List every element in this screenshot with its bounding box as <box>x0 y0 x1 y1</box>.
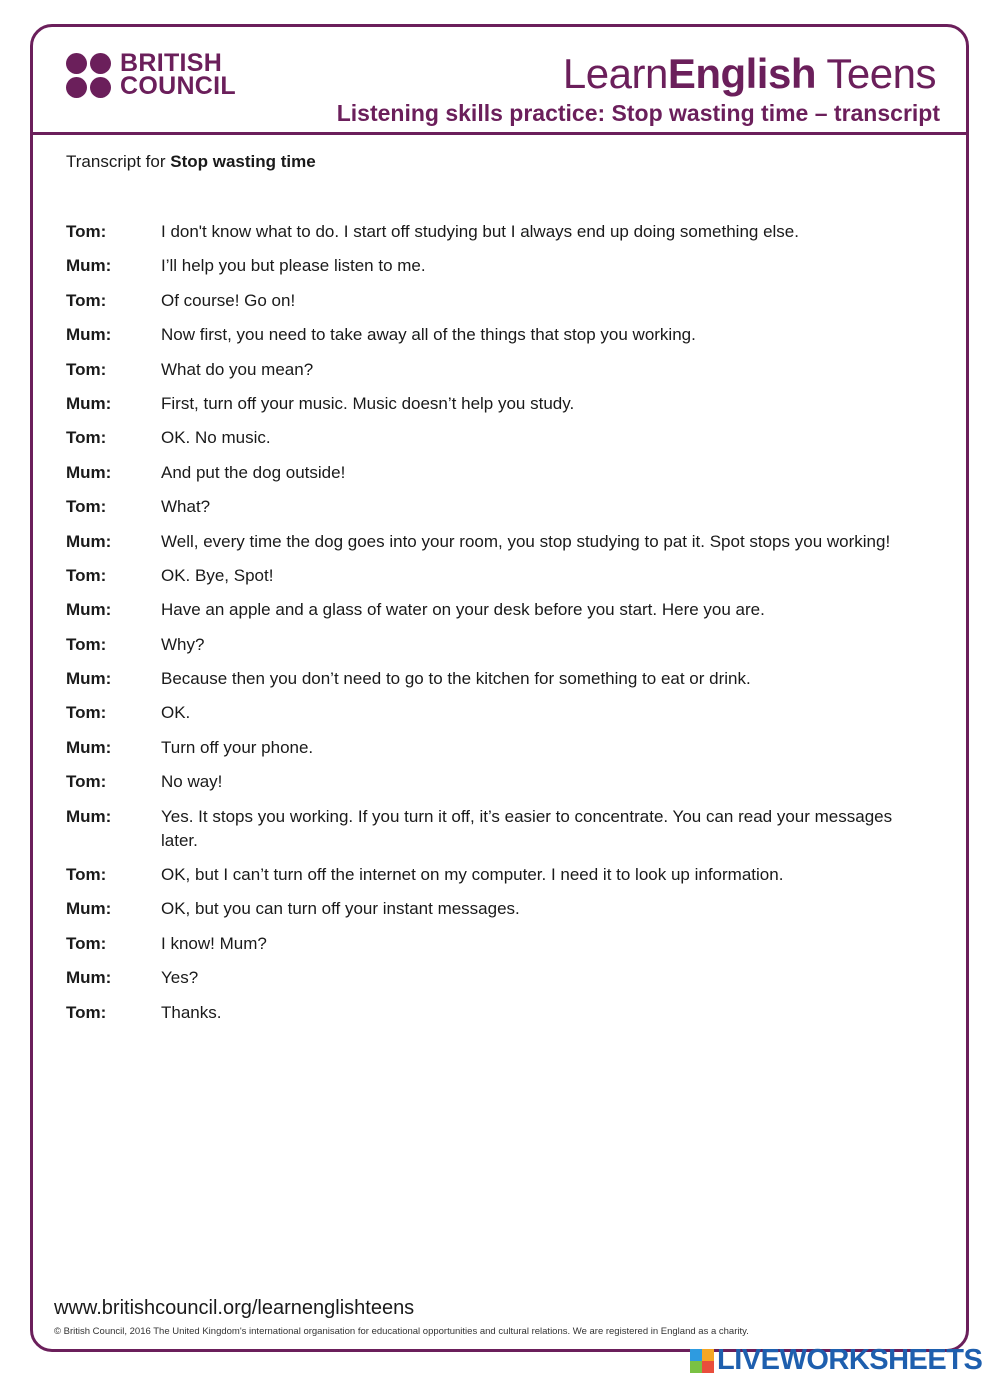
dialogue-line <box>66 495 906 519</box>
speaker-label: Tom: <box>66 865 107 885</box>
utterance-text: Of course! Go on! <box>161 290 296 310</box>
liveworksheets-logo-icon <box>690 1349 714 1373</box>
utterance-text: Thanks. <box>161 1002 222 1022</box>
speaker-label: Tom: <box>66 222 107 241</box>
page-title: Listening skills practice: Stop wasting time – transcript <box>336 100 940 126</box>
liveworksheets-watermark <box>690 1344 982 1377</box>
speaker-label: Mum: <box>66 600 112 620</box>
utterance-text: Because then you don’t need to go to the kitchen for something to eat or drink. <box>161 669 751 689</box>
speaker-label: Mum: <box>66 968 112 988</box>
speaker-label: Tom: <box>66 565 107 585</box>
dialogue-line <box>66 358 906 382</box>
dialogue-line <box>66 530 906 554</box>
dialogue-line <box>66 461 906 485</box>
utterance-text: What? <box>161 497 211 517</box>
utterance-text: No way! <box>161 772 223 792</box>
dialogue-line <box>66 667 906 691</box>
utterance-text: I know! Mum? <box>161 933 267 953</box>
utterance-text: Yes. It stops you working. If you turn it off, it’s easier to concentrate. You can read your messages later. <box>161 806 893 850</box>
footer-url[interactable]: www.britishcouncil.org/learnenglishteens <box>54 1297 415 1319</box>
learnenglish-teens-logo <box>563 50 936 98</box>
speaker-label: Tom: <box>66 703 107 723</box>
speaker-label: Tom: <box>66 772 107 792</box>
dialogue-line <box>66 289 906 313</box>
footer-copyright: © British Council, 2016 The United Kingdom's international organisation for educational opportunities and cultural relations. We are registered in England as a charity. <box>54 1326 749 1337</box>
transcript-intro <box>66 152 316 172</box>
dialogue-line <box>66 392 906 416</box>
brand-learn: Learn <box>562 50 668 97</box>
speaker-label: Tom: <box>66 634 107 654</box>
utterance-text: And put the dog outside! <box>161 462 346 482</box>
utterance-text: I don't know what to do. I start off studying but I always end up doing something else. <box>161 222 799 241</box>
dialogue-line <box>66 220 906 244</box>
british-council-dots-icon <box>66 53 111 98</box>
dialogue-line <box>66 701 906 725</box>
speaker-label: Mum: <box>66 256 112 276</box>
speaker-label: Mum: <box>66 669 112 689</box>
utterance-text: Now first, you need to take away all of the things that stop you working. <box>161 325 696 345</box>
utterance-text: I’ll help you but please listen to me. <box>161 256 426 276</box>
dialogue-line <box>66 770 906 794</box>
speaker-label: Mum: <box>66 393 112 413</box>
org-line-1: BRITISH <box>120 49 223 77</box>
british-council-logo <box>66 49 236 100</box>
dialogue-line <box>66 254 906 278</box>
brand-english: English <box>667 50 816 97</box>
utterance-text: Have an apple and a glass of water on your desk before you start. Here you are. <box>161 600 765 620</box>
utterance-text: OK. Bye, Spot! <box>161 565 274 585</box>
utterance-text: OK. <box>161 703 191 723</box>
speaker-label: Mum: <box>66 531 112 551</box>
dialogue-line <box>66 897 906 921</box>
utterance-text: Why? <box>161 634 205 654</box>
speaker-label: Tom: <box>66 933 107 953</box>
utterance-text: Well, every time the dog goes into your room, you stop studying to pat it. Spot stops you working! <box>161 531 891 551</box>
intro-title: Stop wasting time <box>170 152 316 171</box>
utterance-text: Turn off your phone. <box>161 737 314 757</box>
speaker-label: Mum: <box>66 737 112 757</box>
dialogue-line <box>66 323 906 347</box>
utterance-text: OK, but I can’t turn off the internet on my computer. I need it to look up information. <box>161 865 784 885</box>
dialogue-line <box>66 736 906 760</box>
utterance-text: What do you mean? <box>161 359 314 379</box>
dialogue-line <box>66 805 906 853</box>
speaker-label: Mum: <box>66 806 112 826</box>
brand-teens: Teens <box>816 50 936 97</box>
watermark-text: LIVEWORKSHEETS <box>717 1344 983 1376</box>
utterance-text: Yes? <box>161 968 199 988</box>
dialogue-line <box>66 633 906 657</box>
speaker-label: Tom: <box>66 290 107 310</box>
dialogue-list <box>66 220 906 1035</box>
speaker-label: Tom: <box>66 359 107 379</box>
speaker-label: Mum: <box>66 325 112 345</box>
speaker-label: Mum: <box>66 899 112 919</box>
speaker-label: Tom: <box>66 1002 107 1022</box>
utterance-text: OK. No music. <box>161 428 271 448</box>
dialogue-line <box>66 863 906 887</box>
intro-prefix: Transcript for <box>66 152 171 171</box>
dialogue-line <box>66 932 906 956</box>
speaker-label: Mum: <box>66 462 112 482</box>
british-council-wordmark <box>120 49 236 100</box>
org-line-2: COUNCIL <box>120 72 236 100</box>
dialogue-line <box>66 426 906 450</box>
speaker-label: Tom: <box>66 428 107 448</box>
dialogue-line <box>66 966 906 990</box>
speaker-label: Tom: <box>66 497 107 517</box>
header-divider <box>30 132 969 135</box>
dialogue-line <box>66 598 906 622</box>
utterance-text: First, turn off your music. Music doesn’t help you study. <box>161 393 575 413</box>
dialogue-line <box>66 1001 906 1025</box>
utterance-text: OK, but you can turn off your instant messages. <box>161 899 520 919</box>
dialogue-line <box>66 564 906 588</box>
